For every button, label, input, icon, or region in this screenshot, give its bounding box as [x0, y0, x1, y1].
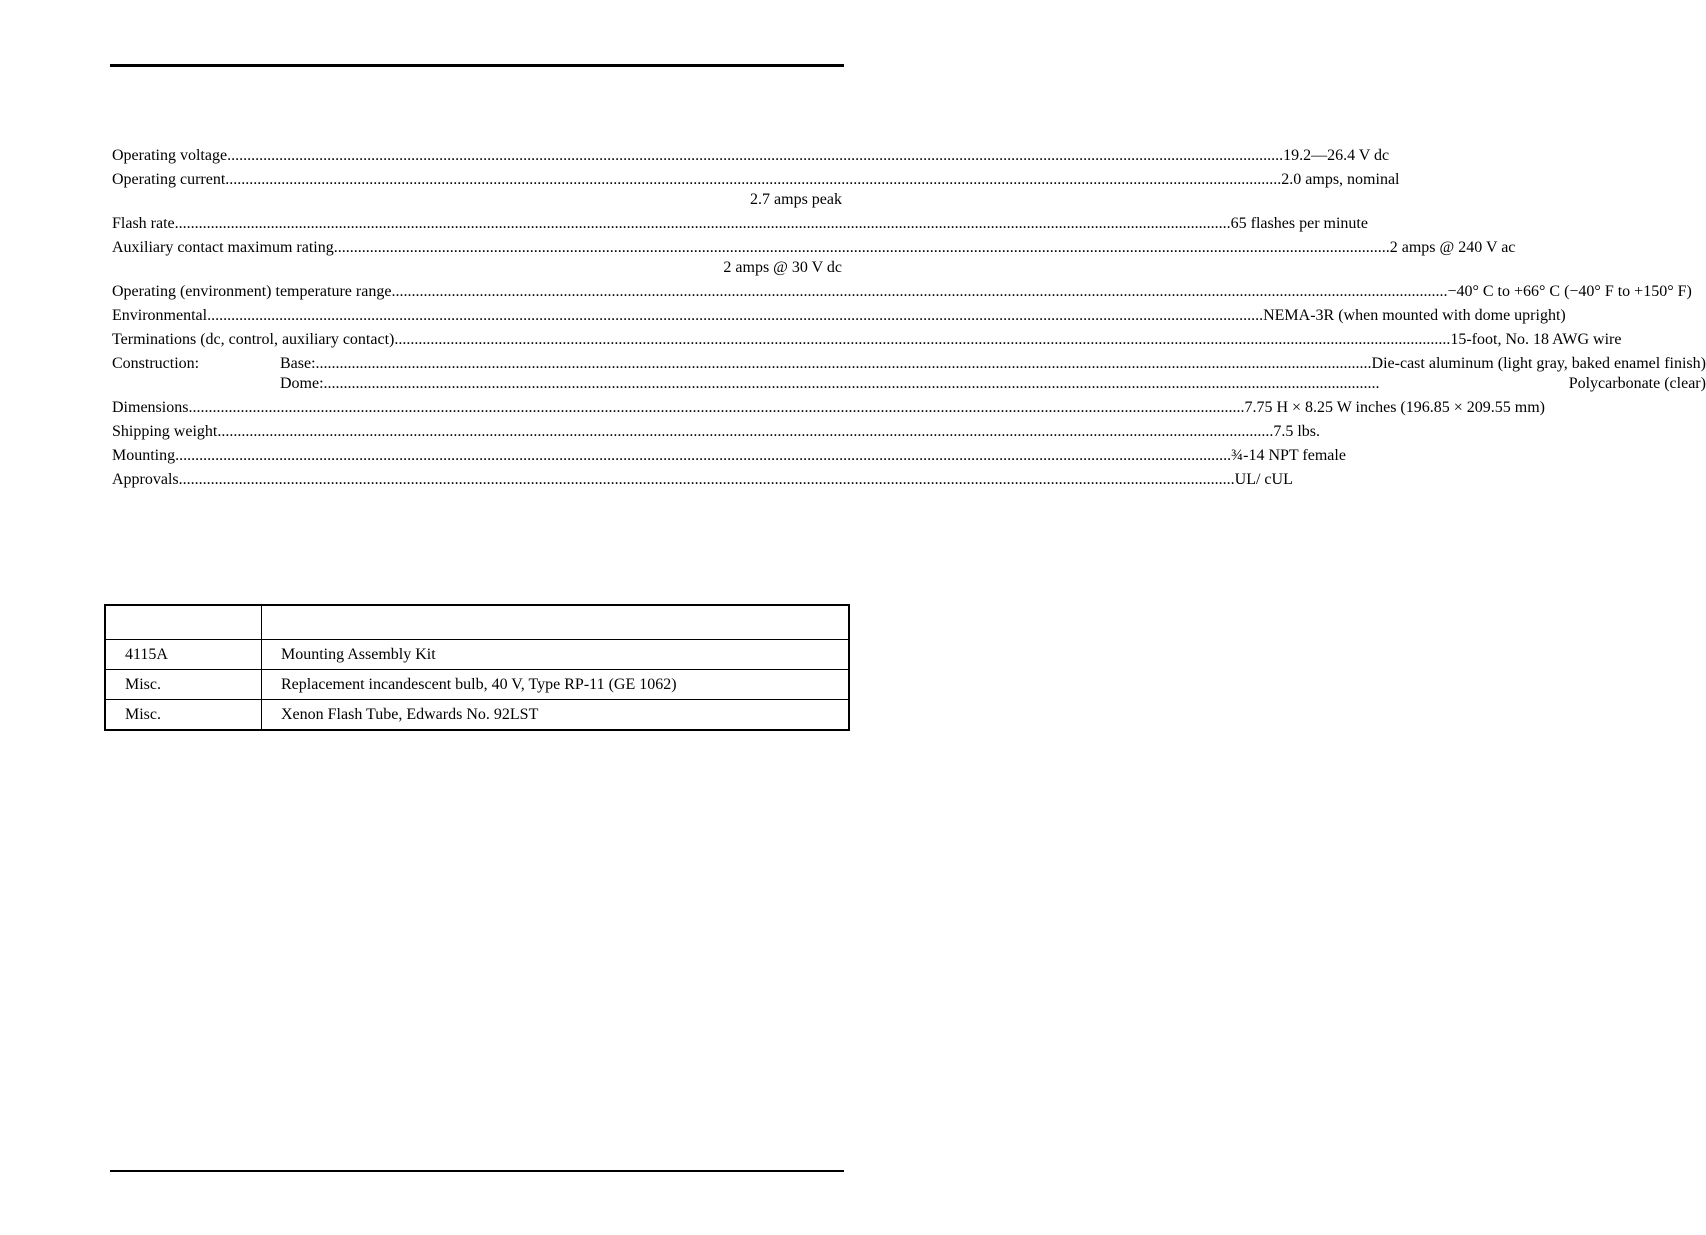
spec-value: 7.75 H × 8.25 W inches (196.85 × 209.55 mm) — [1244, 399, 1545, 416]
spec-construction — [112, 354, 1706, 394]
description-cell: Xenon Flash Tube, Edwards No. 92LST — [262, 700, 850, 731]
spec-value-extra: 2.7 amps peak — [750, 191, 842, 208]
table-header-row — [105, 605, 849, 640]
table-header-cell — [262, 605, 850, 640]
spec-approvals — [112, 470, 1293, 490]
part-number-cell: Misc. — [105, 700, 262, 731]
spec-label: Construction: — [112, 355, 200, 372]
header-rule — [110, 64, 844, 67]
dot-leader — [217, 422, 1273, 442]
spec-operating-current — [112, 170, 1400, 210]
spec-value: 2 amps @ 240 V ac — [1389, 239, 1516, 256]
spec-auxiliary-contact — [112, 238, 1516, 278]
dot-leader — [316, 354, 1372, 374]
dot-leader — [227, 146, 1283, 166]
spec-terminations — [112, 330, 1622, 350]
dot-leader — [175, 446, 1231, 466]
dot-leader — [179, 470, 1235, 490]
spec-label: Operating current — [112, 171, 226, 188]
description-cell: Mounting Assembly Kit — [262, 640, 850, 670]
spec-environmental — [112, 306, 1566, 326]
spec-shipping-weight — [112, 422, 1321, 442]
dot-leader — [394, 330, 1450, 350]
dot-leader — [334, 238, 1390, 258]
table-row — [105, 670, 849, 700]
spec-sublabel: Base: — [280, 355, 316, 372]
spec-value-extra: 2 amps @ 30 V dc — [723, 259, 842, 276]
spec-value: Die-cast aluminum (light gray, baked enamel finish) — [1371, 355, 1706, 372]
spec-label: Flash rate — [112, 215, 175, 232]
spec-label: Environmental — [112, 307, 208, 324]
spec-label: Approvals — [112, 471, 179, 488]
spec-value: NEMA-3R (when mounted with dome upright) — [1263, 307, 1566, 324]
spec-label: Operating voltage — [112, 147, 228, 164]
spec-flash-rate — [112, 214, 1368, 234]
dot-leader — [391, 282, 1447, 302]
table-header-cell — [105, 605, 262, 640]
dot-leader — [175, 214, 1231, 234]
accessories-table — [104, 604, 850, 731]
construction-base — [280, 354, 1706, 374]
spec-value: UL/ cUL — [1234, 471, 1293, 488]
spec-label: Shipping weight — [112, 423, 218, 440]
spec-operating-voltage — [112, 146, 1390, 166]
spec-value: 15-foot, No. 18 AWG wire — [1450, 331, 1622, 348]
dot-leader — [225, 170, 1281, 190]
spec-value: 2.0 amps, nominal — [1281, 171, 1400, 188]
spec-value: ¾-14 NPT female — [1231, 447, 1346, 464]
spec-value: −40° C to +66° C (−40° F to +150° F) — [1447, 283, 1692, 300]
dot-leader — [207, 306, 1263, 326]
spec-temperature-range — [112, 282, 1692, 302]
specifications-list — [112, 146, 1706, 494]
spec-label: Mounting — [112, 447, 176, 464]
spec-value: Polycarbonate (clear) — [1568, 375, 1706, 392]
spec-mounting — [112, 446, 1346, 466]
spec-label: Auxiliary contact maximum rating — [112, 239, 334, 256]
construction-dome — [280, 374, 1706, 394]
spec-value: 19.2—26.4 V dc — [1283, 147, 1390, 164]
dot-leader — [188, 398, 1244, 418]
spec-dimensions — [112, 398, 1545, 418]
footer-rule — [110, 1170, 844, 1172]
description-cell: Replacement incandescent bulb, 40 V, Type RP-11 (GE 1062) — [262, 670, 850, 700]
spec-sublabel: Dome: — [280, 375, 324, 392]
part-number-cell: 4115A — [105, 640, 262, 670]
spec-label: Operating (environment) temperature range — [112, 283, 392, 300]
table-row — [105, 640, 849, 670]
part-number-cell: Misc. — [105, 670, 262, 700]
spec-value: 65 flashes per minute — [1230, 215, 1368, 232]
spec-value: 7.5 lbs. — [1273, 423, 1321, 440]
spec-label: Terminations (dc, control, auxiliary contact) — [112, 331, 395, 348]
dot-leader — [324, 374, 1569, 394]
spec-label: Dimensions — [112, 399, 189, 416]
table-row — [105, 700, 849, 731]
